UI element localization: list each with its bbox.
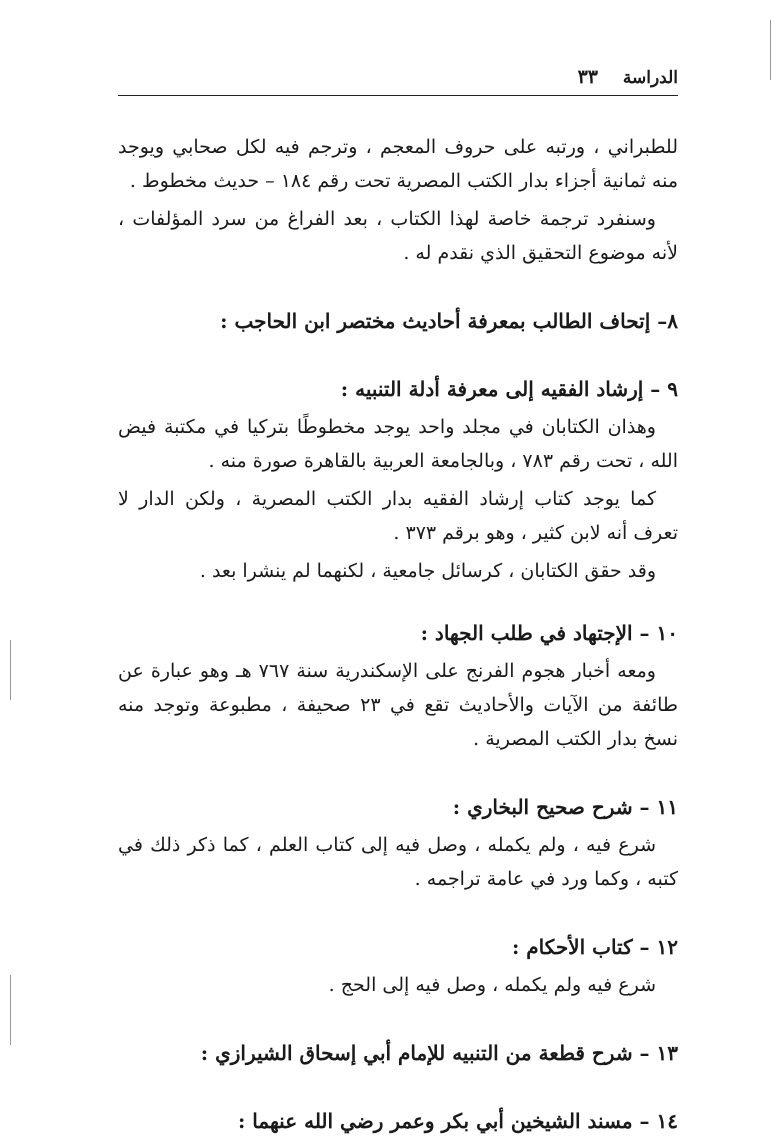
section-heading: ١٤ – مسند الشيخين أبي بكر وعمر رضي الله عنهما : <box>237 1109 678 1133</box>
scan-edge-mark <box>770 20 771 80</box>
section-heading: ١١ – شرح صحيح البخاري : <box>452 795 678 819</box>
header-rule <box>118 95 678 96</box>
section-heading: ١٢ – كتاب الأحكام : <box>511 935 678 959</box>
section-heading: ٩ – إرشاد الفقيه إلى معرفة أدلة التنبيه : <box>340 377 678 401</box>
page-body <box>118 130 678 1138</box>
scan-edge-mark <box>10 640 11 700</box>
page-number: ٣٣ <box>577 66 598 88</box>
paragraph: وقد حقق الكتابان ، كرسائل جامعية ، لكنهما لم ينشرا بعد . <box>199 560 656 582</box>
paragraph: شرع فيه ، ولم يكمله ، وصل فيه إلى كتاب العلم ، كما ذكر ذلك في كتبه ، وكما ورد في عامة تراجمه . <box>118 834 678 890</box>
paragraph: وسنفرد ترجمة خاصة لهذا الكتاب ، بعد الفراغ من سرد المؤلفات ، لأنه موضوع التحقيق الذي نقدم له . <box>118 208 678 264</box>
scan-edge-mark <box>10 975 11 1045</box>
running-header <box>118 64 678 94</box>
header-section-title: الدراسة <box>622 68 678 88</box>
paragraph: وهذان الكتابان في مجلد واحد يوجد مخطوطًا بتركيا في مكتبة فيض الله ، تحت رقم ٧٨٣ ، وبالجامعة العربية بالقاهرة صورة منه . <box>118 416 678 472</box>
paragraph: شرع فيه ولم يكمله ، وصل فيه إلى الحج . <box>328 974 656 996</box>
paragraph: للطبراني ، ورتبه على حروف المعجم ، وترجم فيه لكل صحابي ويوجد منه ثمانية أجزاء بدار الكتب المصرية تحت رقم ١٨٤ – حديث مخطوط . <box>118 136 678 192</box>
section-heading: ١٣ – شرح قطعة من التنبيه للإمام أبي إسحاق الشيرازي : <box>200 1041 678 1065</box>
paragraph: كما يوجد كتاب إرشاد الفقيه بدار الكتب المصرية ، ولكن الدار لا تعرف أنه لابن كثير ، وهو برقم ٣٧٣ . <box>118 488 678 544</box>
section-heading: ١٠ – الإجتهاد في طلب الجهاد : <box>420 621 678 645</box>
section-heading: ٨– إتحاف الطالب بمعرفة أحاديث مختصر ابن الحاجب : <box>220 309 678 333</box>
paragraph: ومعه أخبار هجوم الفرنج على الإسكندرية سنة ٧٦٧ هـ وهو عبارة عن طائفة من الآيات والأحاديث تقع في ٢٣ صحيفة ، مطبوعة وتوجد منه نسخ بدار الكتب المصرية . <box>118 660 678 750</box>
